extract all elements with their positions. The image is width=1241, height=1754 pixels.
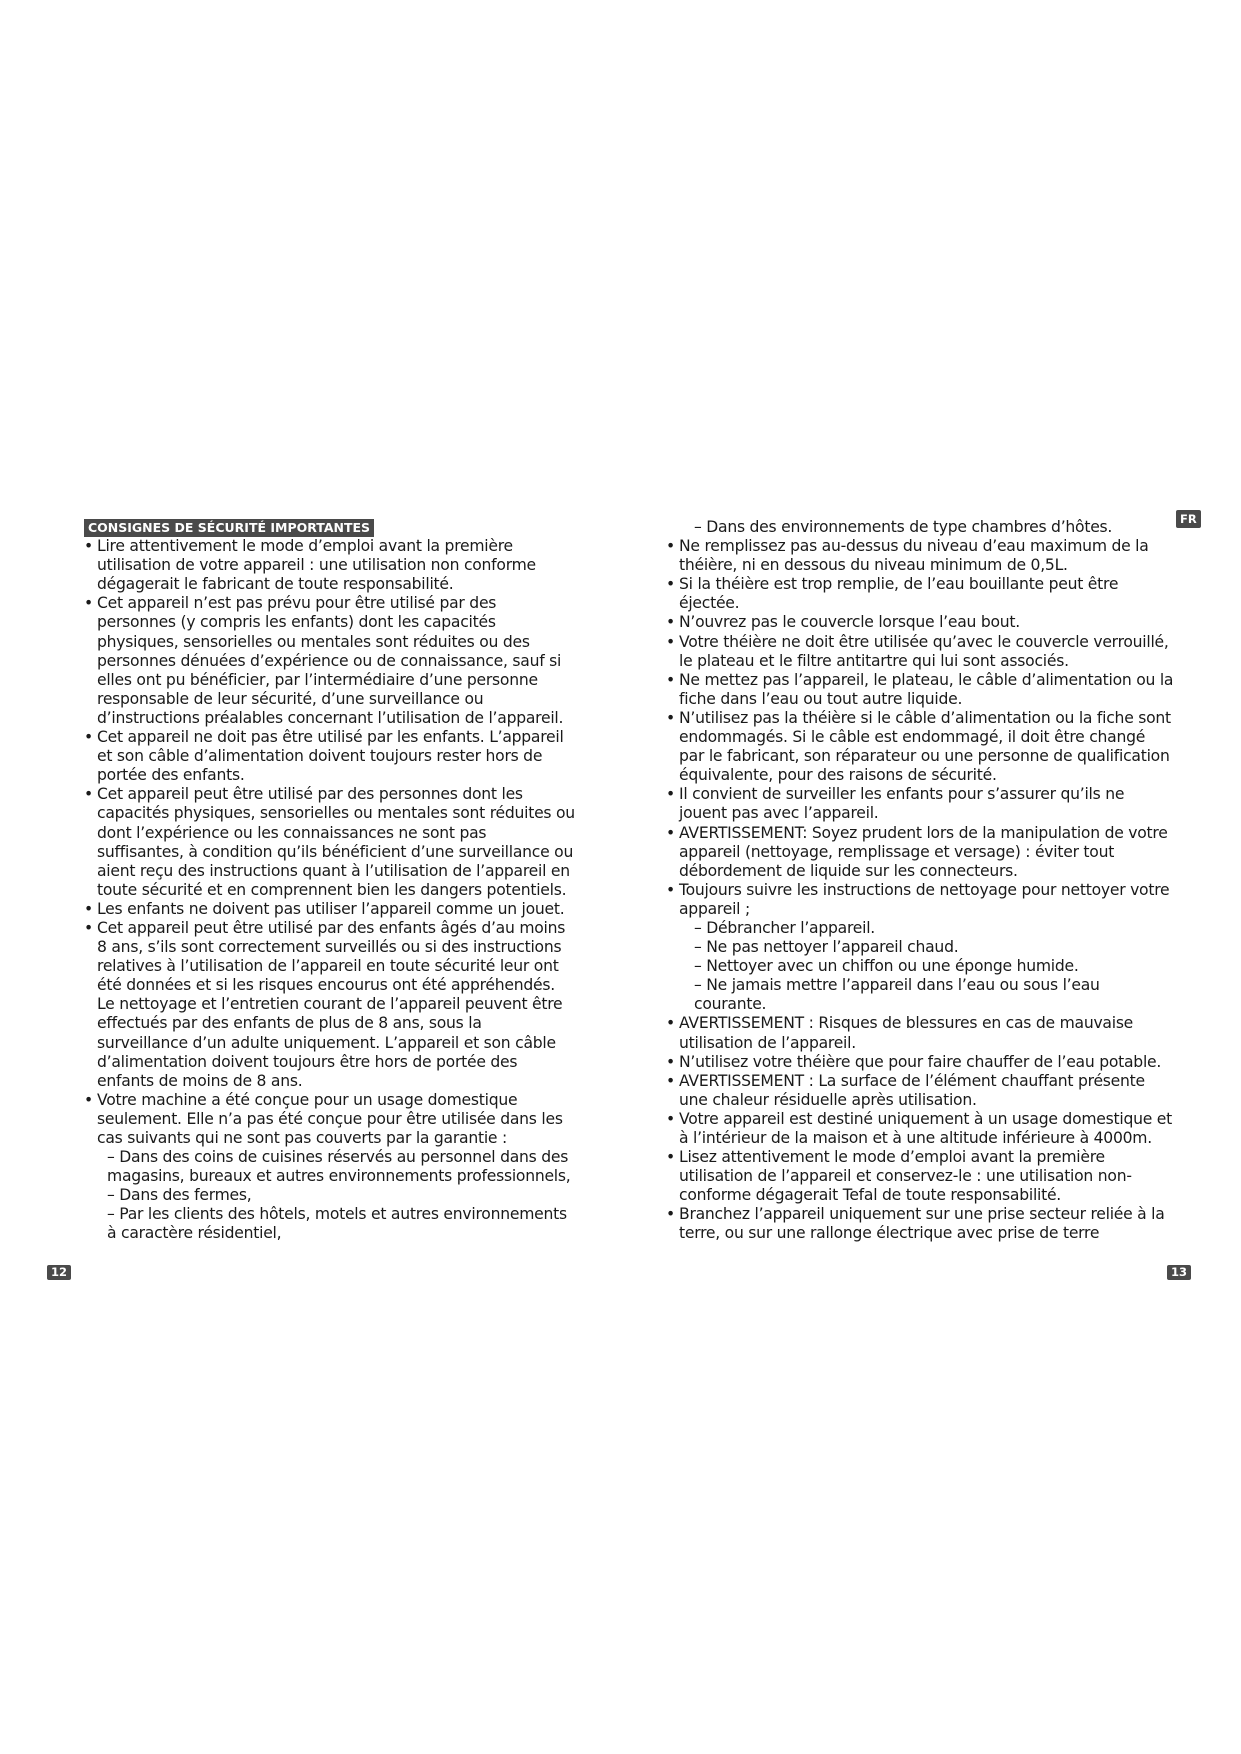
list-item: • Les enfants ne doivent pas utiliser l’appareil comme un jouet. [84, 900, 576, 919]
list-item: • Votre théière ne doit être utilisée qu’avec le couvercle verrouillé, le plateau et le filtre antitartre qui lui sont associés. [666, 633, 1174, 671]
left-page-column [84, 518, 576, 1244]
sub-list-item: – Ne pas nettoyer l’appareil chaud. [694, 938, 959, 957]
language-badge: FR [1176, 510, 1201, 528]
page-number-left: 12 [47, 1265, 71, 1280]
list-item: • Ne mettez pas l’appareil, le plateau, le câble d’alimentation ou la fiche dans l’eau ou tout autre liquide. [666, 671, 1174, 709]
list-item: • Lisez attentivement le mode d’emploi avant la première utilisation de l’appareil et conservez-le : une utilisation non-conforme dégagerait Tefal de toute responsabilité. [666, 1148, 1174, 1205]
list-item: • N’utilisez votre théière que pour faire chauffer de l’eau potable. [666, 1053, 1174, 1072]
sub-list-item: – Dans des coins de cuisines réservés au personnel dans des magasins, bureaux et autres environnements professionnels, [107, 1148, 571, 1186]
sub-list-item: – Nettoyer avec un chiffon ou une éponge humide. [694, 957, 1079, 976]
list-item: • N’ouvrez pas le couvercle lorsque l’eau bout. [666, 613, 1174, 632]
section-heading: CONSIGNES DE SÉCURITÉ IMPORTANTES [84, 519, 374, 537]
right-page-column [666, 518, 1174, 1244]
list-item: • Si la théière est trop remplie, de l’eau bouillante peut être éjectée. [666, 575, 1174, 613]
page-number-right: 13 [1167, 1265, 1191, 1280]
list-item: • Lire attentivement le mode d’emploi avant la première utilisation de votre appareil : une utilisation non conforme dégagerait le fabricant de toute responsabilité. [84, 537, 576, 594]
list-item: • Il convient de surveiller les enfants pour s’assurer qu’ils ne jouent pas avec l’appareil. [666, 785, 1174, 823]
list-item: • Votre appareil est destiné uniquement à un usage domestique et à l’intérieur de la maison et à une altitude inférieure à 4000m. [666, 1110, 1174, 1148]
sub-list-item: – Par les clients des hôtels, motels et autres environnements à caractère résidentiel, [107, 1205, 567, 1243]
list-item: • Votre machine a été conçue pour un usage domestique seulement. Elle n’a pas été conçue pour être utilisée dans les cas suivants qui ne sont pas couverts par la garantie : [84, 1091, 576, 1148]
sub-list-item: – Dans des environnements de type chambres d’hôtes. [694, 518, 1113, 536]
list-item: • Cet appareil ne doit pas être utilisé par les enfants. L’appareil et son câble d’alimentation doivent toujours rester hors de portée des enfants. [84, 728, 576, 785]
list-item: • Cet appareil n’est pas prévu pour être utilisé par des personnes (y compris les enfants) dont les capacités physiques, sensorielles ou mentales sont réduites ou des personnes dénuées d’expérience ou de connaissance, sauf si elles ont pu bénéficier, par l’intermédiaire d’une personne responsable de leur sécurité, d’une surveillance ou d’instructions préalables concernant l’utilisation de l’appareil. [84, 594, 576, 728]
list-item: • Cet appareil peut être utilisé par des personnes dont les capacités physiques, sensorielles ou mentales sont réduites ou dont l’expérience ou les connaissances ne sont pas suffisantes, à condition qu’ils bénéficient d’une surveillance ou aient reçu des instructions quant à l’utilisation de l’appareil en toute sécurité et en comprennent bien les dangers potentiels. [84, 785, 576, 900]
list-item: • Cet appareil peut être utilisé par des enfants âgés d’au moins 8 ans, s’ils sont correctement surveillés ou si des instructions relatives à l’utilisation de l’appareil en toute sécurité leur ont été données et si les risques encourus ont été appréhendés. Le nettoyage et l’entretien courant de l’appareil peuvent être effectués par des enfants de plus de 8 ans, sous la surveillance d’un adulte uniquement. L’appareil et son câble d’alimentation doivent toujours être hors de portée des enfants de moins de 8 ans. [84, 919, 576, 1091]
list-item: • AVERTISSEMENT: Soyez prudent lors de la manipulation de votre appareil (nettoyage, remplissage et versage) : éviter tout débordement de liquide sur les connecteurs. [666, 824, 1174, 881]
list-item: • Toujours suivre les instructions de nettoyage pour nettoyer votre appareil ; [666, 881, 1174, 919]
list-item: • AVERTISSEMENT : Risques de blessures en cas de mauvaise utilisation de l’appareil. [666, 1014, 1174, 1052]
list-item: • N’utilisez pas la théière si le câble d’alimentation ou la fiche sont endommagés. Si le câble est endommagé, il doit être changé par le fabricant, son réparateur ou une personne de qualification équivalente, pour des raisons de sécurité. [666, 709, 1174, 785]
sub-list-item: – Dans des fermes, [107, 1186, 252, 1205]
list-item: • Ne remplissez pas au-dessus du niveau d’eau maximum de la théière, ni en dessous du niveau minimum de 0,5L. [666, 537, 1174, 575]
sub-list-item: – Débrancher l’appareil. [694, 918, 876, 937]
sub-list-item: – Ne jamais mettre l’appareil dans l’eau ou sous l’eau courante. [694, 976, 1100, 1014]
list-item: • AVERTISSEMENT : La surface de l’élément chauffant présente une chaleur résiduelle après utilisation. [666, 1072, 1174, 1110]
list-item: • Branchez l’appareil uniquement sur une prise secteur reliée à la terre, ou sur une rallonge électrique avec prise de terre [666, 1205, 1174, 1243]
